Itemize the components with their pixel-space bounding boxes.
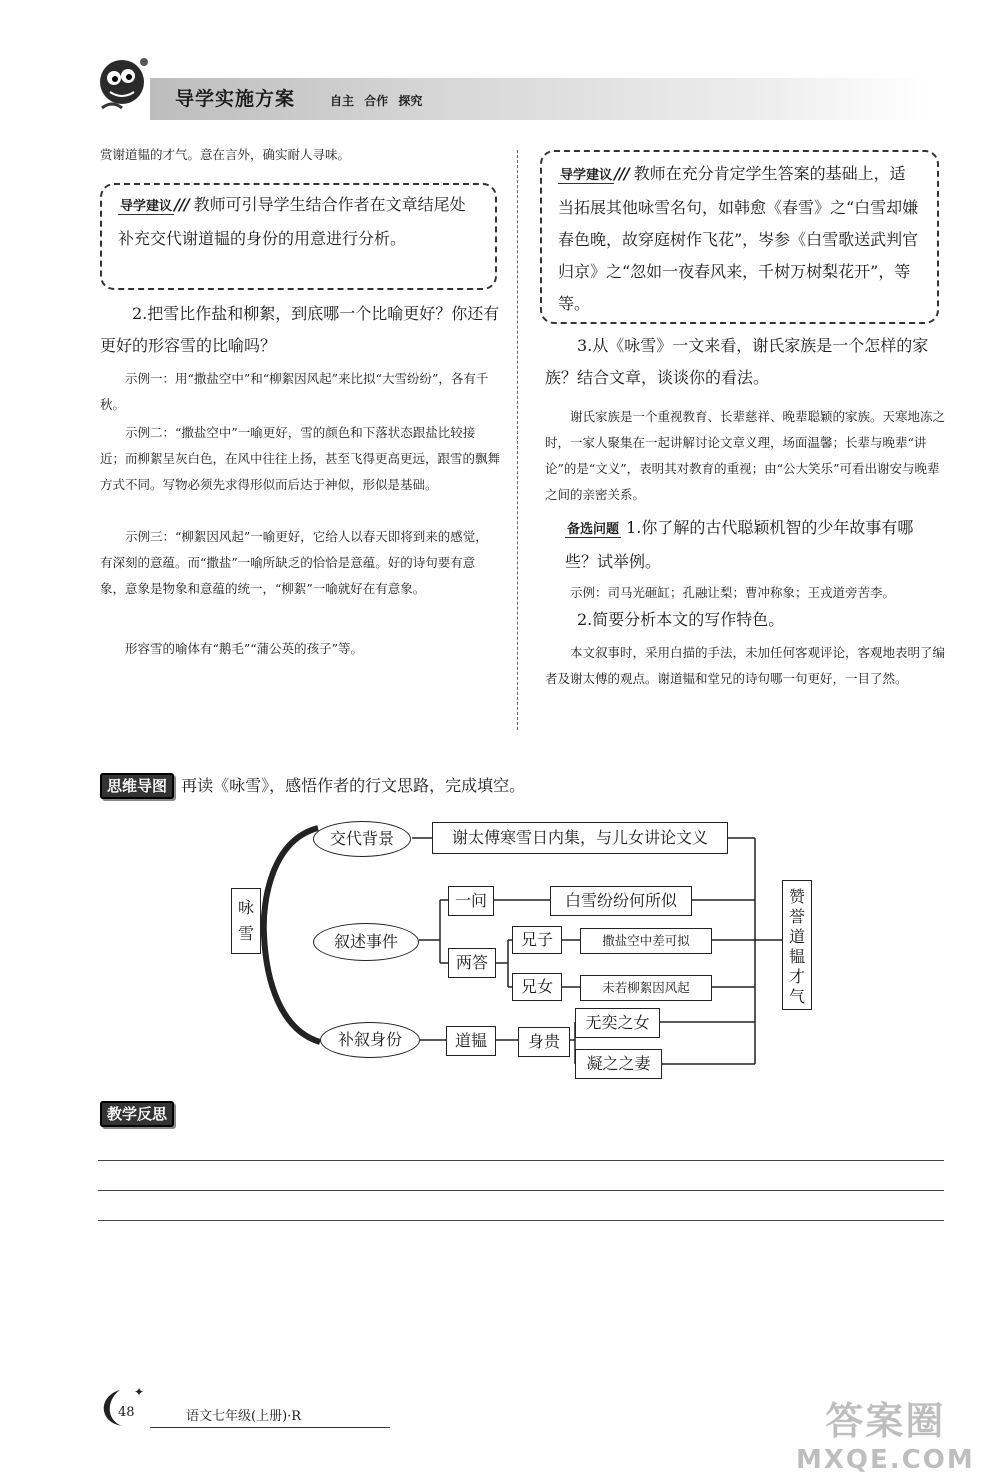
- node-noble-1: 无奕之女: [575, 1008, 660, 1038]
- extra-answer-1: 示例：司马光砸缸；孔融让梨；曹冲称象；王戎道旁苦李。: [570, 585, 896, 600]
- extra-question-2: 2.简要分析本文的写作特色。: [577, 610, 785, 629]
- question-2: 2.把雪比作盐和柳絮，到底哪一个比喻更好？你还有更好的形容雪的比喻吗？: [100, 304, 500, 355]
- watermark: [796, 1390, 975, 1475]
- extra-question-1: 1.你了解的古代聪颖机智的少年故事有哪些？试举例。: [565, 518, 914, 571]
- right-guide-text: 教师在充分肯定学生答案的基础上，适当拓展其他咏雪名句，如韩愈《春雪》之“白雪却嫌春色晚，故穿庭树作飞花”，岑参《白雪歌送武判官归京》之“忽如一夜春风来，千树万树梨花开”，等等。: [558, 164, 919, 313]
- node-daoyun: 道韫: [446, 1026, 496, 1056]
- reflection-heading: [100, 1103, 174, 1124]
- reflection-line-1: [98, 1160, 944, 1161]
- mindmap-root: 咏雪: [231, 888, 261, 954]
- answer-2-example-1: 示例一：用“撒盐空中”和“柳絮因风起”来比拟“大雪纷纷”，各有千秋。: [100, 371, 489, 412]
- mindmap-label: 思维导图: [100, 773, 174, 799]
- watermark-line-1: 答案圈: [825, 1399, 946, 1443]
- book-title: 语文七年级(上册)·R: [186, 1409, 302, 1424]
- node-background: 交代背景: [313, 821, 411, 857]
- node-events: 叙述事件: [313, 923, 419, 961]
- svg-text:✦: ✦: [134, 1385, 145, 1399]
- header-subtitle: 自主 合作 探究: [330, 94, 423, 108]
- extra-tag: 备选问题: [567, 522, 620, 537]
- node-brother-answer: 撒盐空中差可拟: [580, 928, 712, 954]
- node-ask-detail: 白雪纷纷何所似: [550, 886, 692, 916]
- node-answer: 两答: [448, 948, 496, 978]
- question-3: 3.从《咏雪》一文来看，谢氏家族是一个怎样的家族？结合文章，谈谈你的看法。: [545, 336, 929, 387]
- node-sister-answer: 未若柳絮因风起: [580, 975, 712, 1001]
- page-number: 48: [118, 1405, 135, 1420]
- answer-2-example-3: 示例三：“柳絮因风起”一喻更好，它给人以春天即将到来的感觉，有深刻的意蕴。而“撒盐”一喻所缺乏的恰恰是意蕴。好的诗句要有意象，意象是物象和意蕴的统一，“柳絮”一喻就好在有意象。: [100, 529, 488, 596]
- mindmap-instruction: 再读《咏雪》，感悟作者的行文思路，完成填空。: [181, 776, 526, 795]
- node-identity: 补叙身份: [320, 1022, 420, 1058]
- guide-tag: 导学建议: [560, 168, 613, 183]
- node-praise: 赞誉道韫才气: [782, 880, 812, 1010]
- node-noble: 身贵: [518, 1027, 570, 1057]
- reflection-line-3: [98, 1220, 944, 1221]
- extra-answer-2: 本文叙事时，采用白描的手法，未加任何客观评论，客观地表明了编者及谢太傅的观点。谢道韫和堂兄的诗句哪一句更好，一目了然。: [545, 645, 946, 686]
- reflection-label: 教学反思: [100, 1101, 174, 1127]
- answer-2-example-2: 示例二：“撒盐空中”一喻更好，雪的颜色和下落状态跟盐比较接近；而柳絮呈灰白色，在风中往往上扬，甚至飞得更高更远，跟雪的飘舞方式不同。写物必须先求得形似而后达于神似，形似是基础。: [100, 425, 501, 492]
- left-guide-text: 教师可引导学生结合作者在文章结尾处补充交代谢道韫的身份的用意进行分析。: [118, 195, 466, 248]
- left-intro: 赏谢道韫的才气。意在言外，确实耐人寻味。: [100, 147, 351, 162]
- left-guide-box: 导学建议 /// 教师可引导学生结合作者在文章结尾处补充交代谢道韫的身份的用意进行分析。: [100, 183, 497, 290]
- node-ask: 一问: [448, 886, 494, 916]
- answer-3: 谢氏家族是一个重视教育、长辈慈祥、晚辈聪颖的家族。天寒地冻之时，一家人聚集在一起讲解讨论文章义理，场面温馨；长辈与晚辈“讲论”的是“文义”，表明其对教育的重视；由“公大笑乐”可看出谢安与晚辈之间的亲密关系。: [545, 409, 946, 502]
- watermark-line-2: MXQE.COM: [796, 1445, 975, 1475]
- right-guide-box: 导学建议 /// 教师在充分肯定学生答案的基础上，适当拓展其他咏雪名句，如韩愈《春雪》之“白雪却嫌春色晚，故穿庭树作飞花”，岑参《白雪歌送武判官归京》之“忽如一夜春风来，千树万树梨花开”，等等。: [540, 150, 939, 324]
- reflection-line-2: [98, 1190, 944, 1191]
- node-sister: 兄女: [512, 973, 562, 1001]
- footer-rule: [150, 1427, 390, 1428]
- guide-tag: 导学建议: [120, 199, 173, 214]
- node-background-detail: 谢太傅寒雪日内集，与儿女讲论文义: [432, 822, 728, 854]
- header-title: 导学实施方案: [175, 88, 296, 110]
- node-noble-2: 凝之之妻: [575, 1049, 662, 1079]
- node-brother: 兄子: [512, 926, 562, 954]
- answer-2-note: 形容雪的喻体有“鹅毛”“蒲公英的孩子”等。: [125, 641, 364, 656]
